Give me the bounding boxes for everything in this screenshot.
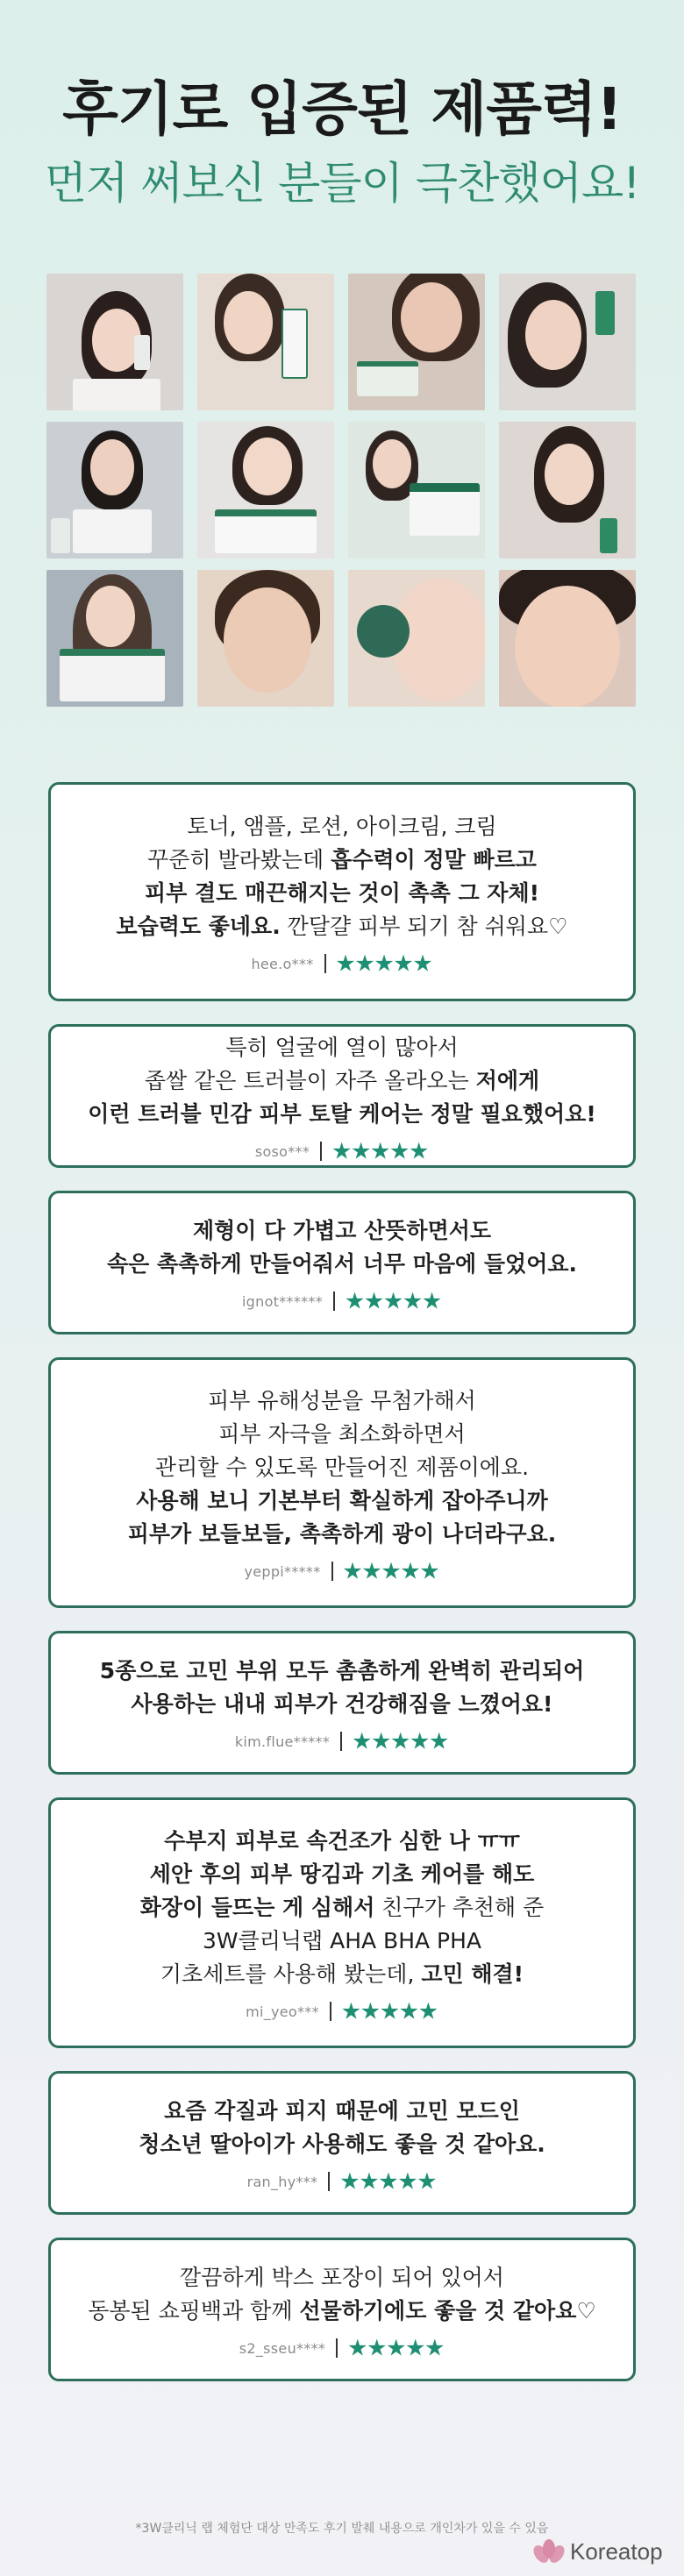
review-text: 동봉된 쇼핑백과 함께: [88, 2298, 300, 2323]
header: [0, 70, 684, 212]
review-text-bold: 사용해 보니 기본부터 확실하게 잡아주니까: [136, 1488, 548, 1513]
review-text-line: [150, 1858, 535, 1891]
star-icon: [372, 1733, 390, 1751]
review-text-bold: 속은 촉촉하게 만들어줘서 너무 마음에 들었어요.: [106, 1251, 578, 1277]
review-text-bold: 화장이 들뜨는 게 심해서: [139, 1895, 375, 1920]
star-icon: [382, 1562, 401, 1581]
review-text: 깔끔하게 박스 포장이 되어 있어서: [180, 2265, 504, 2290]
divider: [320, 1142, 322, 1161]
star-icon: [398, 2173, 417, 2191]
review-card: [48, 1357, 636, 1608]
review-text: 특히 얼굴에 열이 많아서: [225, 1035, 459, 1060]
review-meta: [244, 1562, 439, 1581]
reviewer-id: kim.flue*****: [234, 1733, 331, 1750]
disclaimer-footnote: *3W클리닉 랩 체험단 대상 만족도 후기 발췌 내용으로 개인차가 있을 수 있음: [135, 2522, 549, 2536]
star-icon: [421, 1562, 439, 1581]
review-meta: [247, 2172, 438, 2191]
star-icon: [414, 955, 432, 973]
review-text-bold: 이런 트러블 민감 피부 토탈 케어는 정말 필요했어요!: [88, 1101, 596, 1127]
review-text-line: [164, 1825, 520, 1858]
review-photo: [348, 422, 485, 559]
reviewer-id: hee.o***: [251, 955, 314, 972]
review-text-line: [128, 1518, 557, 1551]
review-text-bold: 고민 해결!: [421, 1961, 524, 1987]
review-text-bold: 요즘 각질과 피지 때문에 고민 모드인: [164, 2098, 520, 2124]
review-text: 기초세트를 사용해 봤는데,: [160, 1961, 422, 1987]
star-icon: [353, 1733, 371, 1751]
star-icon: [367, 2339, 386, 2358]
lotus-icon: [533, 2539, 565, 2565]
reviewer-id: soso***: [254, 1142, 310, 1160]
review-text: 꾸준히 발라봤는데: [147, 847, 331, 872]
reviewer-id: mi_yeo***: [246, 2003, 319, 2020]
review-text-bold: 선물하기에도 좋을 것 같아요♡: [299, 2298, 596, 2323]
review-photo-gallery: [46, 274, 636, 708]
review-text-line: [164, 2095, 520, 2128]
star-icon: [387, 2339, 405, 2358]
review-meta: [242, 1292, 442, 1311]
review-text-line: [145, 1064, 539, 1098]
review-card: [48, 1797, 636, 2048]
review-meta: [246, 2002, 438, 2021]
star-icon: [340, 2173, 359, 2191]
review-text-line: [139, 2128, 545, 2161]
review-text-line: [218, 1418, 466, 1451]
star-icon: [332, 1142, 351, 1161]
star-icon: [410, 1142, 428, 1161]
star-icon: [379, 2173, 397, 2191]
review-photo: [46, 570, 183, 707]
star-icon: [400, 2003, 418, 2021]
review-text-bold: 피부 결도 매끈해지는 것이 촉촉 그 자체!: [144, 880, 540, 906]
review-card: [48, 1631, 636, 1775]
reviewer-id: ignot******: [241, 1292, 324, 1310]
review-card: [48, 1191, 636, 1334]
review-text: 피부 유해성분을 무첨가해서: [208, 1388, 476, 1413]
star-rating: [353, 1733, 449, 1751]
star-icon: [417, 2173, 436, 2191]
review-photo: [499, 274, 636, 410]
star-icon: [410, 1733, 429, 1751]
review-text-line: [116, 910, 567, 943]
review-text-bold: 수부지 피부로 속건조가 심한 나 ㅠㅠ: [164, 1828, 520, 1854]
review-card: [48, 1024, 636, 1168]
star-rating: [344, 1562, 440, 1581]
star-rating: [337, 955, 433, 973]
review-card: [48, 782, 636, 1001]
star-icon: [352, 1142, 370, 1161]
review-text-line: [160, 1958, 524, 1991]
reviewer-id: s2_sseu****: [239, 2339, 326, 2357]
reviewer-id: yeppi*****: [244, 1562, 321, 1580]
review-photo: [348, 274, 485, 410]
review-text: 3W클리닉랩 AHA BHA PHA: [202, 1928, 482, 1953]
review-text-line: [187, 810, 496, 843]
star-icon: [344, 1562, 362, 1581]
review-photo: [348, 570, 485, 707]
divider: [330, 2002, 331, 2021]
review-photo: [197, 570, 334, 707]
review-text-line: [88, 2295, 596, 2328]
star-icon: [391, 1733, 410, 1751]
review-text-line: [208, 1384, 476, 1418]
reviewer-id: ran_hy***: [246, 2173, 318, 2190]
page-subtitle: 먼저 써보신 분들이 극찬했어요!: [44, 158, 640, 209]
star-icon: [356, 955, 374, 973]
star-icon: [381, 2003, 399, 2021]
review-text-line: [136, 1484, 548, 1518]
review-meta: [251, 954, 432, 973]
divider: [336, 2338, 338, 2358]
review-text-line: [225, 1031, 458, 1064]
review-text-bold: 사용하는 내내 피부가 건강해짐을 느꼈어요!: [131, 1691, 553, 1717]
star-icon: [360, 2173, 378, 2191]
star-icon: [375, 955, 394, 973]
review-text-line: [140, 1891, 545, 1925]
review-card: [48, 2238, 636, 2381]
review-text-bold: 피부가 보들보들, 촉촉하게 광이 나더라구요.: [127, 1521, 557, 1547]
star-icon: [430, 1733, 448, 1751]
brand-logo: [533, 2538, 663, 2565]
star-icon: [395, 955, 413, 973]
star-icon: [406, 2339, 424, 2358]
review-text: 토너, 앰플, 로션, 아이크림, 크림: [187, 814, 497, 839]
star-rating: [346, 1292, 442, 1311]
review-text-line: [100, 1654, 585, 1688]
star-rating: [332, 1142, 429, 1161]
review-card: [48, 2071, 636, 2215]
review-photo: [499, 422, 636, 559]
review-text-line: [88, 1098, 595, 1131]
star-icon: [365, 1292, 383, 1311]
divider: [333, 1292, 335, 1311]
star-rating: [340, 2173, 437, 2191]
star-icon: [425, 2339, 444, 2358]
review-text: 깐달걀 피부 되기 참 쉬워요♡: [280, 914, 568, 939]
review-text-line: [107, 1248, 577, 1281]
review-text-line: [147, 843, 537, 877]
review-text-line: [145, 877, 539, 910]
review-photo: [197, 422, 334, 559]
divider: [324, 954, 326, 973]
review-text: 피부 자극을 최소화하면서: [218, 1421, 466, 1447]
star-icon: [371, 1142, 389, 1161]
divider: [331, 1562, 333, 1581]
review-text-bold: 저에게: [475, 1068, 540, 1093]
star-icon: [346, 1292, 364, 1311]
review-text-bold: 청소년 딸아이가 사용해도 좋을 것 같아요.: [139, 2131, 545, 2157]
review-text-bold: 세안 후의 피부 땅김과 기초 케어를 해도: [149, 1861, 535, 1887]
review-text: 관리할 수 있도록 만들어진 제품이에요.: [154, 1455, 530, 1480]
star-icon: [419, 2003, 438, 2021]
review-photo: [499, 570, 636, 707]
review-text-line: [203, 1925, 481, 1958]
star-icon: [342, 2003, 360, 2021]
star-icon: [423, 1292, 441, 1311]
review-text-line: [132, 1688, 553, 1721]
review-text: 친구가 추천해 준: [374, 1895, 545, 1920]
star-icon: [337, 955, 355, 973]
star-icon: [390, 1142, 409, 1161]
divider: [328, 2172, 330, 2191]
review-text: 좁쌀 같은 트러블이 자주 올라오는: [144, 1068, 476, 1093]
page-title: 후기로 입증된 제품력!: [62, 75, 622, 143]
review-text-bold: 흡수력이 정말 빠르고: [331, 847, 537, 872]
review-photo: [46, 274, 183, 410]
review-photo: [46, 422, 183, 559]
review-meta: [235, 1732, 449, 1751]
review-text-bold: 제형이 다 가볍고 산뜻하면서도: [192, 1218, 492, 1243]
review-text-bold: 5종으로 고민 부위 모두 촘촘하게 완벽히 관리되어: [99, 1658, 585, 1683]
review-text-bold: 보습력도 좋네요.: [116, 914, 281, 939]
star-icon: [348, 2339, 367, 2358]
star-icon: [403, 1292, 422, 1311]
review-meta: [239, 2338, 445, 2358]
star-icon: [384, 1292, 403, 1311]
review-text-line: [193, 1214, 491, 1248]
divider: [340, 1732, 342, 1751]
star-rating: [342, 2003, 438, 2021]
brand-logo-text: Koreatop: [570, 2538, 663, 2565]
star-icon: [402, 1562, 420, 1581]
review-meta: [255, 1142, 429, 1161]
star-rating: [348, 2339, 445, 2358]
review-text-line: [155, 1451, 529, 1484]
star-icon: [363, 1562, 381, 1581]
star-icon: [361, 2003, 380, 2021]
review-text-line: [180, 2261, 504, 2295]
review-photo: [197, 274, 334, 410]
